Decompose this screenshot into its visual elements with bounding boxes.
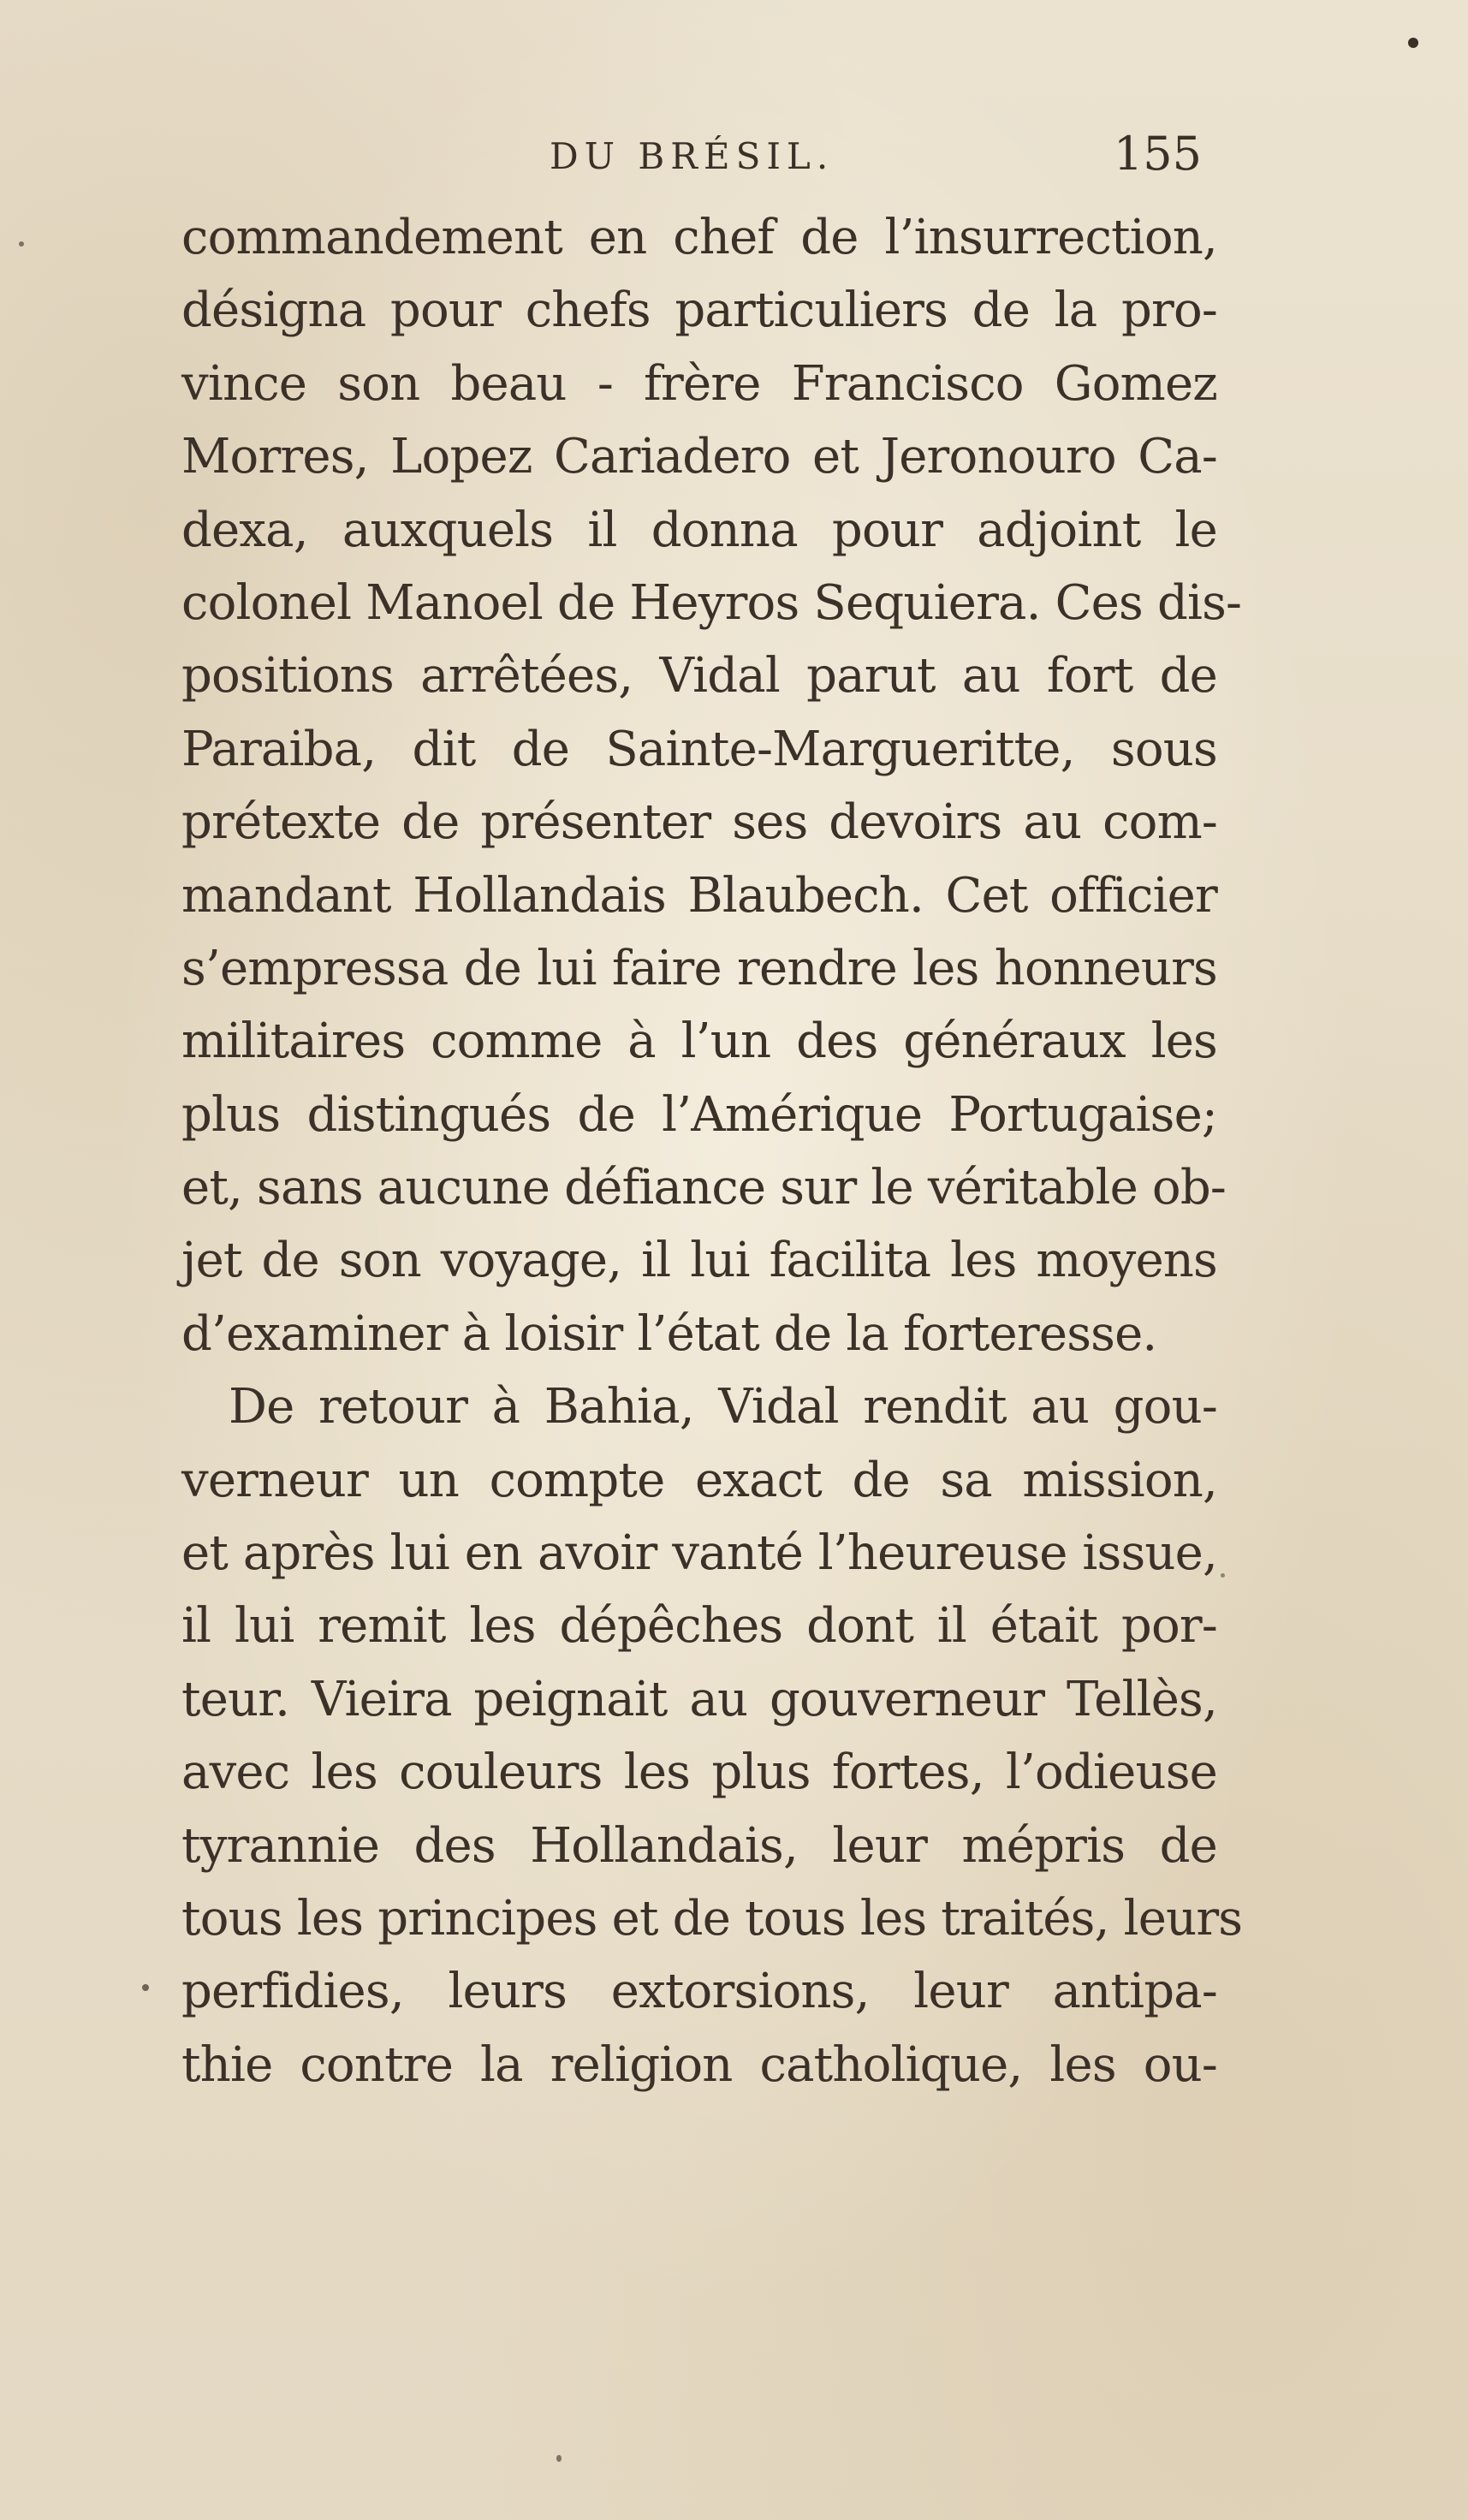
text-line: désigna pour chefs particuliers de la pro-	[181, 282, 1217, 339]
running-head: DU BRÉSIL.	[550, 135, 835, 177]
text-line: verneur un compte exact de sa mission,	[181, 1452, 1217, 1508]
text-line: Paraiba, dit de Sainte-Margueritte, sous	[181, 721, 1217, 777]
text-line: positions arrêtées, Vidal parut au fort de	[181, 648, 1217, 704]
ink-speck	[142, 1984, 149, 1991]
text-line: plus distingués de l’Amérique Portugaise;	[181, 1086, 1217, 1143]
ink-speck	[19, 241, 24, 247]
text-line: teur. Vieira peignait au gouverneur Tellès,	[181, 1671, 1217, 1727]
page-header	[181, 127, 1217, 195]
text-line: il lui remit les dépêches dont il était por-	[181, 1598, 1217, 1655]
text-line: De retour à Bahia, Vidal rendit au gou-	[229, 1379, 1217, 1435]
text-line: thie contre la religion catholique, les ou-	[181, 2036, 1217, 2093]
text-line: mandant Hollandais Blaubech. Cet officier	[181, 867, 1217, 924]
text-line: avec les couleurs les plus fortes, l’odieuse	[181, 1744, 1217, 1801]
text-line: et, sans aucune défiance sur le véritable ob-	[181, 1160, 1227, 1216]
body-text	[181, 201, 1243, 2101]
text-line: commandement en chef de l’insurrection,	[181, 210, 1217, 265]
text-line: Morres, Lopez Cariadero et Jeronouro Ca-	[181, 429, 1217, 485]
ink-speck	[556, 2455, 562, 2462]
text-line: militaires comme à l’un des généraux les	[181, 1013, 1217, 1070]
text-line: jet de son voyage, il lui facilita les moyens	[181, 1233, 1217, 1289]
text-line: d’examiner à loisir l’état de la forteresse.	[181, 1305, 1157, 1362]
ink-speck	[1221, 1573, 1225, 1578]
text-line: tyrannie des Hollandais, leur mépris de	[181, 1817, 1217, 1874]
text-line: perfidies, leurs extorsions, leur antipa-	[181, 1964, 1217, 2020]
text-line: prétexte de présenter ses devoirs au com-	[181, 794, 1217, 851]
ink-speck	[1408, 38, 1418, 48]
text-line: vince son beau - frère Francisco Gomez	[181, 355, 1217, 412]
text-line: dexa, auxquels il donna pour adjoint le	[181, 502, 1217, 558]
text-line: tous les principes et de tous les traités, leurs	[181, 1890, 1243, 1946]
text-line: et après lui en avoir vanté l’heureuse issue,	[181, 1525, 1217, 1582]
page-number: 155	[1113, 127, 1202, 181]
text-line: colonel Manoel de Heyros Sequiera. Ces dis-	[181, 574, 1242, 631]
text-line: s’empressa de lui faire rendre les honneurs	[181, 940, 1217, 996]
